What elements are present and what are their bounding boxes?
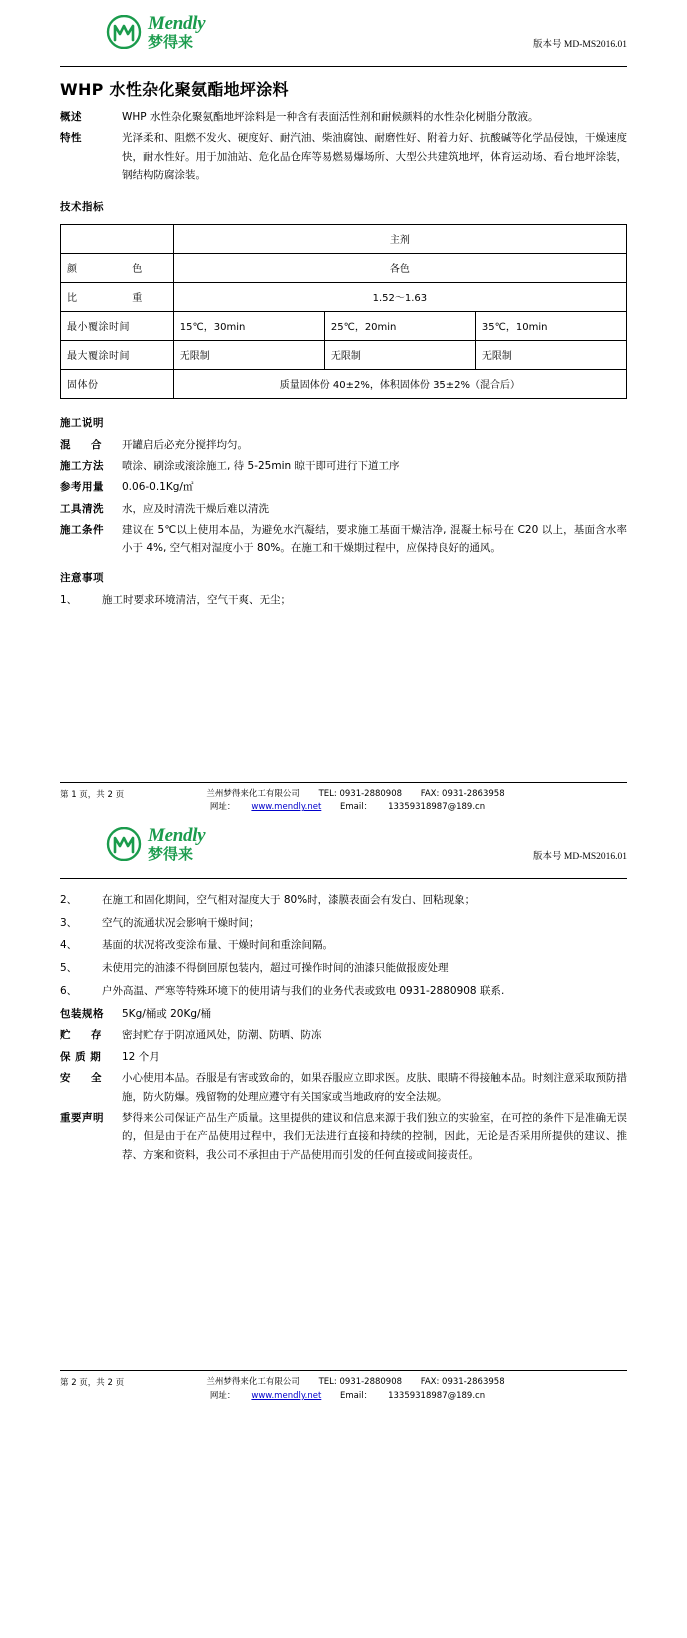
page-footer-2	[60, 1370, 627, 1404]
notice-number-6: 6、	[60, 985, 78, 998]
table-value-solids: 质量固体份 40±2%，体积固体份 35±2%（混合后）	[173, 369, 626, 398]
table-label-color: 颜 色	[61, 253, 174, 282]
logo-text-en: Mendly	[148, 824, 206, 846]
table-value-max-recoat-35: 无限制	[475, 340, 626, 369]
footer-divider-2	[60, 1370, 627, 1371]
tech-spec-heading: 技术指标	[60, 200, 104, 213]
footer-fax: FAX: 0931-2863958	[420, 1377, 505, 1388]
overview-row	[60, 108, 627, 126]
construction-row-method	[60, 457, 627, 475]
footer-email-label: Email：	[340, 802, 373, 813]
page-number-1: 第 1 页，共 2 页	[60, 789, 125, 800]
notice-item-1	[60, 591, 627, 610]
footer-tel: TEL: 0931-2880908	[318, 788, 403, 799]
table-cell-empty	[61, 224, 174, 253]
table-label-density: 比 重	[61, 282, 174, 311]
notice-text-3: 空气的流通状况会影响干燥时间；	[102, 916, 260, 929]
construction-label-cleaning: 工具清洗	[60, 502, 104, 515]
table-row-header	[61, 224, 627, 253]
disclaimer-text: 梦得来公司保证产品生产质量。这里提供的建议和信息来源于我们独立的实验室，在可控的条件下是准确无误的，但是由于在产品使用过程中，我们无法进行直接和持续的控制，因此，无论是否采用所提供的建议、推荐、方案和资料，我公司不承担由于产品使用而引发的任何直接或间接责任。	[122, 1111, 627, 1161]
notice-text-2: 在施工和固化期间，空气相对湿度大于 80%时，漆膜表面会有发白、回粘现象；	[102, 893, 476, 906]
table-value-color: 各色	[173, 253, 626, 282]
page-header-2	[60, 826, 627, 874]
table-value-density: 1.52～1.63	[173, 282, 626, 311]
table-row	[61, 253, 627, 282]
notice-item-2	[60, 891, 627, 910]
disclaimer-row	[60, 1109, 627, 1164]
table-label-min-recoat: 最小覆涂时间	[61, 311, 174, 340]
notice-item-4	[60, 936, 627, 955]
table-value-max-recoat-15: 无限制	[173, 340, 324, 369]
disclaimer-label: 重要声明	[60, 1111, 104, 1124]
construction-label-mixing: 混 合	[60, 438, 102, 451]
construction-row-cleaning	[60, 500, 627, 518]
safety-label: 安 全	[60, 1072, 102, 1085]
notice-number-2: 2、	[60, 893, 78, 906]
footer-company: 兰州梦得来化工有限公司	[206, 788, 300, 799]
features-text: 光泽柔和、阻燃不发火、硬度好、耐汽油、柴油腐蚀、耐磨性好、附着力好、抗酸碱等化学品侵蚀，干燥速度快，耐水性好。用于加油站、危化品仓库等易燃易爆场所、大型公共建筑地坪，体育运动场、看台地坪涂装，钢结构防腐涂装。	[122, 132, 627, 182]
notice-item-3	[60, 914, 627, 933]
page-header	[60, 14, 627, 62]
logo-text-cn: 梦得来	[148, 33, 194, 51]
packaging-row	[60, 1005, 627, 1023]
construction-label-conditions: 施工条件	[60, 524, 104, 536]
shelf-life-label: 保 质 期	[60, 1050, 102, 1063]
notice-item-6	[60, 982, 627, 1001]
notice-number-3: 3、	[60, 916, 78, 929]
construction-text-cleaning: 水，应及时清洗干燥后难以清洗	[122, 502, 269, 515]
tech-spec-table	[60, 224, 627, 399]
construction-row-usage	[60, 478, 627, 496]
table-row	[61, 282, 627, 311]
notice-item-5	[60, 959, 627, 978]
table-row	[61, 311, 627, 340]
storage-label: 贮 存	[60, 1029, 102, 1042]
notice-text-5: 未使用完的油漆不得倒回原包装内，超过可操作时间的油漆只能做报废处理	[102, 962, 449, 975]
construction-text-mixing: 开罐启后必充分搅拌均匀。	[122, 438, 248, 451]
features-label: 特性	[60, 132, 82, 145]
footer-tel: TEL: 0931-2880908	[318, 1377, 403, 1388]
safety-text: 小心使用本品。吞服是有害或致命的，如果吞服应立即求医。皮肤、眼睛不得接触本品。时刻注意采取预防措施，防火防爆。残留物的处理应遵守有关国家或当地政府的安全法规。	[122, 1072, 627, 1103]
footer-fax: FAX: 0931-2863958	[420, 788, 505, 799]
notice-number-5: 5、	[60, 962, 78, 975]
table-label-max-recoat: 最大覆涂时间	[61, 340, 174, 369]
footer-divider	[60, 782, 627, 783]
notice-text-6: 户外高温、严寒等特殊环境下的使用请与我们的业务代表或致电 0931-2880908 联系.	[102, 985, 505, 998]
footer-website-link[interactable]: www.mendly.net	[251, 802, 322, 813]
overview-label: 概述	[60, 111, 82, 123]
table-row	[61, 369, 627, 398]
table-header-main: 主剂	[173, 224, 626, 253]
construction-text-usage: 0.06-0.1Kg/㎡	[122, 481, 194, 494]
footer-company: 兰州梦得来化工有限公司	[206, 1377, 300, 1388]
table-value-min-recoat-15: 15℃，30min	[173, 311, 324, 340]
header-divider	[60, 66, 627, 67]
mendly-logo-icon	[106, 827, 142, 861]
document-page-1	[0, 0, 687, 816]
footer-email: 13359318987@189.cn	[388, 1390, 486, 1401]
version-label: 版本号 MD-MS2016.01	[533, 40, 627, 50]
logo-text-en: Mendly	[148, 13, 206, 34]
construction-text-method: 喷涂、刷涂或滚涂施工, 待 5-25min 晾干即可进行下道工序	[122, 459, 400, 472]
construction-row-mixing	[60, 436, 627, 454]
page-footer-1	[60, 782, 627, 816]
company-logo-2	[106, 826, 205, 862]
storage-text: 密封贮存于阴凉通风处，防潮、防晒、防冻	[122, 1029, 322, 1042]
construction-label-usage: 参考用量	[60, 481, 104, 494]
footer-email: 13359318987@189.cn	[388, 802, 486, 813]
shelf-life-row	[60, 1048, 627, 1066]
storage-row	[60, 1026, 627, 1044]
footer-website-label: 网址：	[209, 1390, 236, 1401]
construction-heading: 施工说明	[60, 416, 104, 429]
footer-website-link[interactable]: www.mendly.net	[251, 1390, 322, 1401]
company-logo	[106, 14, 205, 50]
notice-number-1: 1、	[60, 593, 78, 606]
construction-label-method: 施工方法	[60, 459, 104, 472]
overview-text: WHP 水性杂化聚氨酯地坪涂料是一种含有表面活性剂和耐候颜料的水性杂化树脂分散液。	[122, 111, 539, 123]
footer-website-label: 网址：	[209, 802, 236, 813]
notice-text-4: 基面的状况将改变涂布量、干燥时间和重涂间隔。	[102, 939, 333, 952]
packaging-label: 包装规格	[60, 1008, 104, 1021]
features-row	[60, 129, 627, 184]
table-value-max-recoat-25: 无限制	[324, 340, 475, 369]
version-label-2: 版本号 MD-MS2016.01	[533, 851, 627, 862]
mendly-logo-icon	[106, 15, 142, 49]
notice-number-4: 4、	[60, 939, 78, 952]
footer-email-label: Email：	[340, 1390, 373, 1401]
logo-text-cn: 梦得来	[148, 844, 194, 863]
packaging-text: 5Kg/桶或 20Kg/桶	[122, 1008, 212, 1021]
notice-text-1: 施工时要求环境清洁，空气干爽、无尘；	[102, 593, 291, 606]
shelf-life-text: 12 个月	[122, 1050, 160, 1063]
table-value-min-recoat-35: 35℃，10min	[475, 311, 626, 340]
table-value-min-recoat-25: 25℃，20min	[324, 311, 475, 340]
page-number-2: 第 2 页，共 2 页	[60, 1378, 125, 1389]
document-page-2	[0, 816, 687, 1404]
table-label-solids: 固体份	[61, 369, 174, 398]
construction-text-conditions: 建议在 5℃以上使用本品，为避免水汽凝结，要求施工基面干燥洁净, 混凝土标号在 C20 以上，基面含水率小于 4%, 空气相对湿度小于 80%。在施工和干燥期过程中，应保持良好的通风。	[122, 524, 627, 555]
construction-row-conditions	[60, 521, 627, 558]
notice-heading: 注意事项	[60, 571, 104, 584]
safety-row	[60, 1069, 627, 1106]
table-row	[61, 340, 627, 369]
page-title: WHP 水性杂化聚氨酯地坪涂料	[60, 80, 289, 99]
